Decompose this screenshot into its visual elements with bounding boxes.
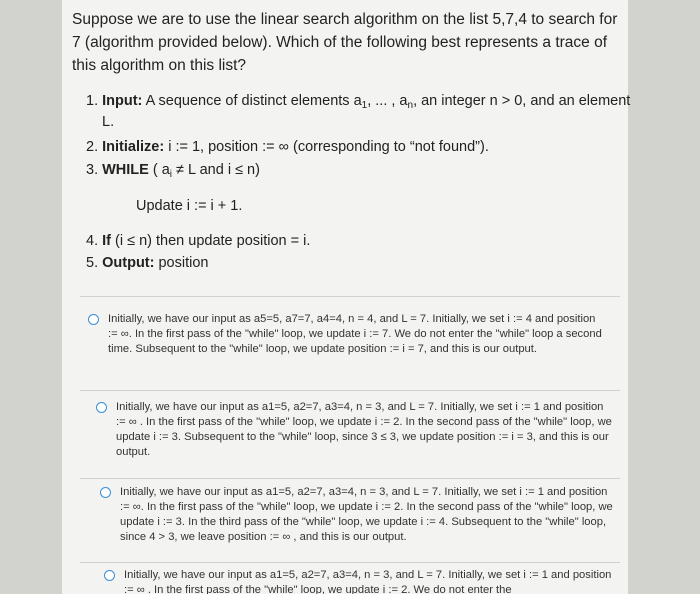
question-text: Suppose we are to use the linear search algorithm on the list 5,7,4 to search for 7 (algorithm provided below). Which of the following best represents a trace of this algorithm on this list? (72, 11, 618, 74)
radio-button[interactable] (100, 487, 111, 498)
option-text: Initially, we have our input as a1=5, a2=7, a3=4, n = 3, and L = 7. Initially, we set i := 1 and position := ∞. In the first pass of the "while" loop, we update i := 2. In the second pass of the "while" loop, we update i := 3. In the third pass of the "while" loop, we update i := 4. Subsequent to the "while" loop, since 4 > 3, we leave position := ∞ , and this is our output. (120, 486, 613, 543)
right-background (628, 0, 700, 594)
option-divider (80, 478, 620, 479)
algorithm-step-4: 4. If (i ≤ n) then update position = i. (86, 233, 311, 249)
algorithm-step-1-continued: L. (102, 114, 115, 130)
algorithm-step-3: 3. WHILE ( $a_i \ne L$ and i ≤ n) (86, 162, 260, 180)
option-divider (80, 390, 620, 391)
option-text: Initially, we have our input as a5=5, a7=7, a4=4, n = 4, and L = 7. Initially, we set i := 4 and position := ∞. In the first pass of the "while" loop, we update i := 7. We do not enter the "while" loop a second time. Subsequent to the "while" loop, we update position := i = 7, and this is our output. (108, 313, 602, 355)
algorithm-step-2: 2. Initialize: i := 1, position := ∞ (corresponding to “not found”). (86, 139, 489, 155)
algorithm-update-step: Update i := i + 1. (136, 198, 243, 214)
option-text: Initially, we have our input as a1=5, a2=7, a3=4, n = 3, and L = 7. Initially, we set i := 1 and position := ∞ . In the first pass of the "while" loop, we update i := 2. In the second pass of the "while" loop, we update i := 3. Subsequent to the "while" loop, since 3 ≤ 3, we update position := i = 3, and this is our output. (116, 401, 612, 458)
option-text: Initially, we have our input as a1=5, a2=7, a3=4, n = 3, and L = 7. Initially, we set i := 1 and position := ∞ . In the first pass of the "while" loop, we update i := 2. We do not enter the (124, 569, 612, 594)
radio-button[interactable] (104, 570, 115, 581)
radio-button[interactable] (88, 314, 99, 325)
algorithm-step-5: 5. Output: position (86, 255, 209, 271)
option-divider (80, 562, 620, 563)
algorithm-step-1: 1. Input: A sequence of distinct elements $a_1$, ... , $a_n$, an integer n > 0, and an element (86, 93, 631, 111)
options-top-divider (80, 296, 620, 297)
answer-option-4[interactable] (104, 568, 620, 594)
left-background (0, 0, 62, 594)
radio-button[interactable] (96, 402, 107, 413)
